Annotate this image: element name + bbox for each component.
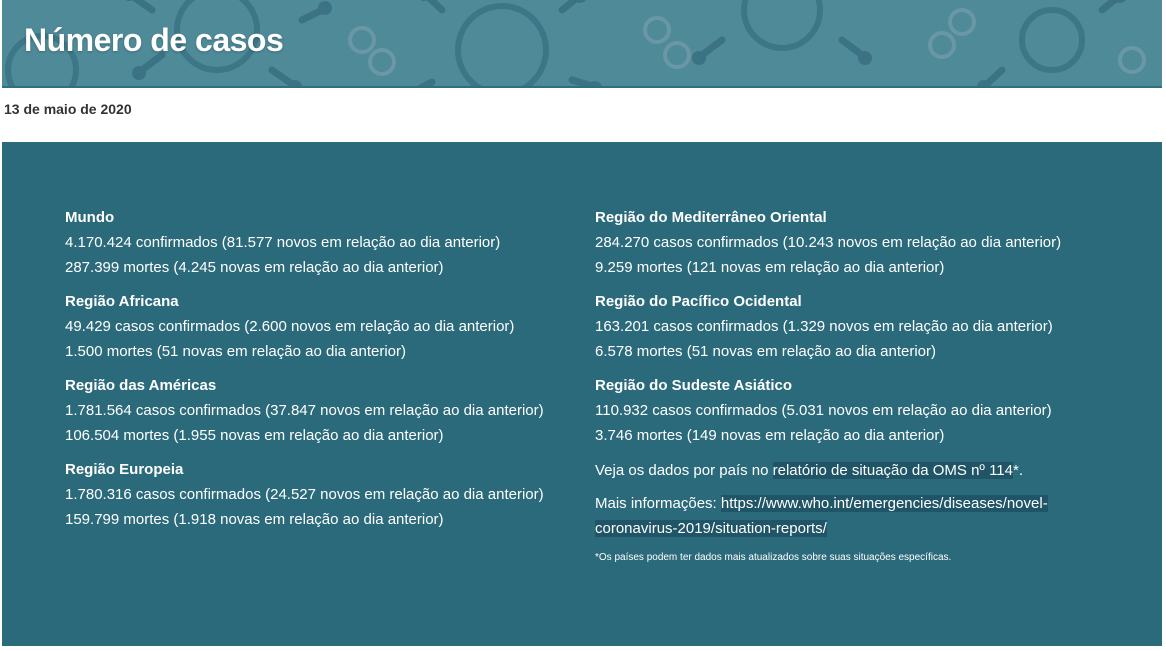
region-cases: 4.170.424 confirmados (81.577 novos em relação ao dia anterior) <box>65 234 501 251</box>
region-block <box>65 374 575 448</box>
region-cases: 110.932 casos confirmados (5.031 novos em relação ao dia anterior) <box>595 402 1052 419</box>
region-name: Mundo <box>65 209 115 226</box>
region-name: Região do Mediterrâneo Oriental <box>595 209 827 226</box>
region-block <box>595 290 1115 364</box>
left-column <box>65 206 575 542</box>
region-name: Região das Américas <box>65 377 217 394</box>
region-cases: 1.781.564 casos confirmados (37.847 novos em relação ao dia anterior) <box>65 402 544 419</box>
region-block <box>65 458 575 532</box>
report-date: 13 de maio de 2020 <box>4 101 132 117</box>
region-cases: 1.780.316 casos confirmados (24.527 novos em relação ao dia anterior) <box>65 486 544 503</box>
region-block <box>595 206 1115 280</box>
page-title: Número de casos <box>24 22 284 58</box>
region-name: Região do Sudeste Asiático <box>595 377 792 394</box>
report-note <box>595 458 1115 483</box>
region-deaths: 159.799 mortes (1.918 novas em relação ao dia anterior) <box>65 511 444 528</box>
more-info-link[interactable]: https://www.who.int/emergencies/diseases/novel-coronavirus-2019/situation-reports/ <box>595 495 1048 537</box>
more-info-note <box>595 491 1115 541</box>
region-name: Região Africana <box>65 293 179 310</box>
report-note-suffix: *. <box>1012 462 1023 479</box>
region-cases: 284.270 casos confirmados (10.243 novos em relação ao dia anterior) <box>595 234 1062 251</box>
region-deaths: 9.259 mortes (121 novas em relação ao dia anterior) <box>595 259 945 276</box>
region-deaths: 3.746 mortes (149 novas em relação ao dia anterior) <box>595 427 945 444</box>
header-banner <box>2 0 1162 88</box>
footnote: *Os países podem ter dados mais atualizados sobre suas situações específicas. <box>595 552 952 563</box>
cases-panel <box>2 142 1162 646</box>
region-deaths: 106.504 mortes (1.955 novas em relação ao dia anterior) <box>65 427 444 444</box>
region-block <box>65 290 575 364</box>
region-block <box>595 374 1115 448</box>
more-info-prefix: Mais informações: <box>595 495 721 512</box>
region-cases: 49.429 casos confirmados (2.600 novos em relação ao dia anterior) <box>65 318 515 335</box>
region-cases: 163.201 casos confirmados (1.329 novos em relação ao dia anterior) <box>595 318 1053 335</box>
region-name: Região Europeia <box>65 461 184 478</box>
region-deaths: 287.399 mortes (4.245 novas em relação ao dia anterior) <box>65 259 444 276</box>
report-note-prefix: Veja os dados por país no <box>595 462 773 479</box>
region-block <box>65 206 575 280</box>
region-deaths: 6.578 mortes (51 novas em relação ao dia anterior) <box>595 343 937 360</box>
region-name: Região do Pacífico Ocidental <box>595 293 802 310</box>
region-deaths: 1.500 mortes (51 novas em relação ao dia anterior) <box>65 343 407 360</box>
situation-report-link[interactable]: relatório de situação da OMS nº 114 <box>772 462 1013 479</box>
right-column <box>595 206 1115 565</box>
